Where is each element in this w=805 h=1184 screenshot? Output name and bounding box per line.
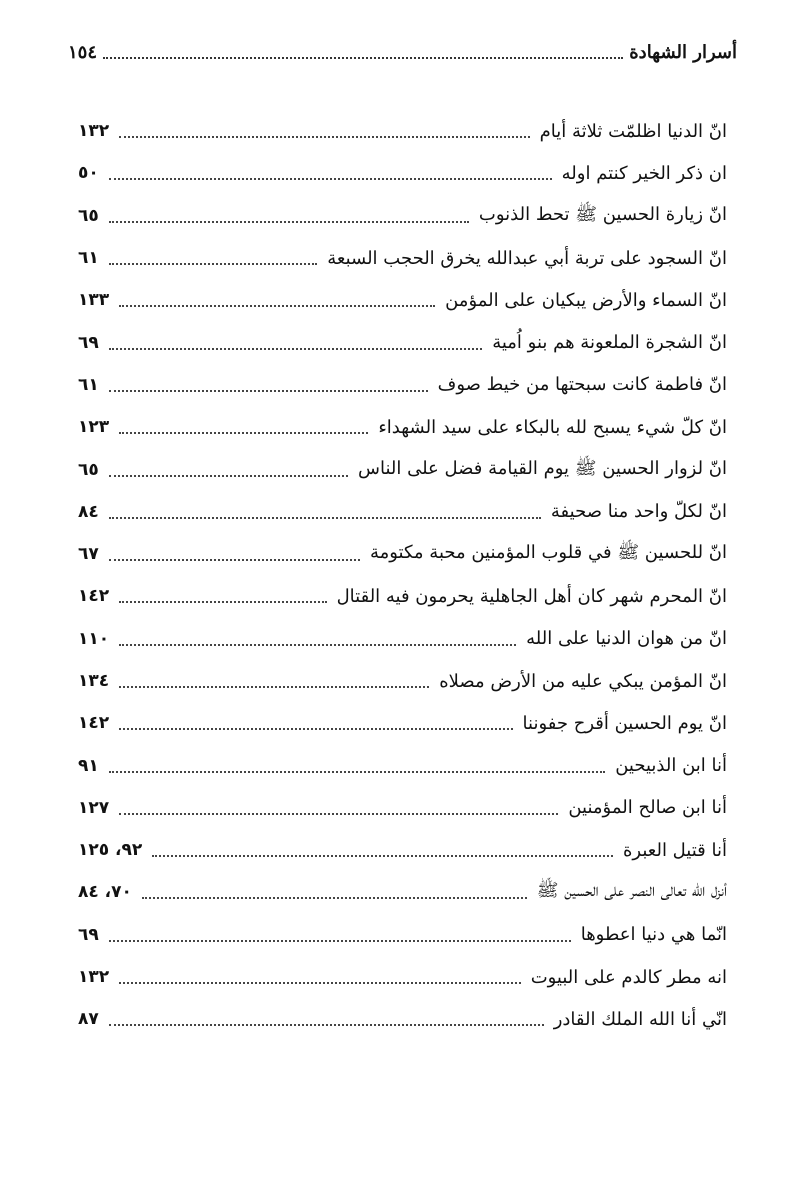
dot-leader	[119, 644, 516, 646]
index-entry-pages: ١٢٧	[78, 797, 110, 818]
index-entry-pages: ٦٥	[78, 459, 99, 480]
index-entry-pages: ١٢٣	[78, 417, 110, 438]
index-entry-title: انّ فاطمة كانت سبحتها من خيط صوف	[437, 374, 727, 396]
index-entry-title: انه مطر كالدم على البيوت	[530, 966, 727, 988]
index-entry	[78, 533, 727, 575]
dot-leader	[119, 686, 429, 688]
index-entry-title: انّ لكلّ واحد منا صحيفة	[550, 501, 727, 523]
index-entry	[78, 998, 727, 1040]
index-entry-pages: ٦٩	[78, 332, 99, 353]
index-entry-pages: ٨٧	[78, 1009, 99, 1030]
index-entry	[78, 956, 727, 998]
dot-leader	[119, 982, 521, 984]
index-entry	[78, 279, 727, 321]
index-entry-title: انّ الدنيا اظلمّت ثلاثة أيام	[539, 120, 727, 142]
index-entry-pages: ٩٢، ١٢٥	[78, 840, 143, 861]
header-dot-leader	[103, 57, 623, 59]
index-entry-title: انّ لزوار الحسين ﷺ يوم القيامة فضل على الناس	[357, 457, 727, 479]
dot-leader	[109, 517, 541, 519]
index-entry-pages: ١٣٣	[78, 290, 110, 311]
index-entry-pages: ٦١	[78, 374, 99, 395]
index-entry	[78, 406, 727, 448]
index-entry-title: انّ المؤمن يبكي عليه من الأرض مصلاه	[439, 670, 727, 692]
index-entry	[78, 237, 727, 279]
page-number: ١٥٤	[68, 41, 98, 63]
index-entry-pages: ٧٠، ٨٤	[78, 882, 132, 903]
dot-leader	[152, 855, 613, 857]
dot-leader	[119, 136, 529, 138]
index-entry	[78, 829, 727, 871]
index-entry-pages: ١٤٢	[78, 713, 110, 734]
index-entry-pages: ١٣٢	[78, 121, 110, 142]
index-entry-title: أنزل الله تعالى النصر على الحسين ﷺ	[536, 880, 727, 902]
index-entry	[78, 491, 727, 533]
dot-leader	[109, 771, 605, 773]
dot-leader	[109, 475, 348, 477]
index-entry-pages: ١٣٢	[78, 967, 110, 988]
dot-leader	[119, 813, 558, 815]
dot-leader	[119, 432, 368, 434]
dot-leader	[109, 348, 482, 350]
index-entry-pages: ١٣٤	[78, 671, 110, 691]
index-entry	[78, 744, 727, 786]
index-entry-title: انّ زيارة الحسين ﷺ تحط الذنوب	[478, 203, 727, 225]
dot-leader	[109, 390, 428, 392]
index-entry-title: انّ للحسين ﷺ في قلوب المؤمنين محبة مكتومة	[369, 542, 727, 564]
dot-leader	[119, 728, 512, 730]
index-entry-pages: ٨٤	[78, 501, 99, 522]
index-entry-pages: ٦٥	[78, 205, 99, 226]
index-entry-pages: ٦٧	[78, 544, 99, 565]
index-entry	[78, 660, 727, 702]
index-entry-title: أنا قتيل العبرة	[622, 839, 727, 861]
dot-leader	[109, 263, 317, 265]
index-entry	[78, 914, 727, 956]
index-entry	[78, 321, 727, 363]
index-entry	[78, 152, 727, 194]
index-entry	[78, 110, 727, 152]
index-entry-pages: ٩١	[78, 755, 99, 776]
book-title: أسرار الشهادة	[629, 41, 737, 63]
index-entry-title: انّ يوم الحسين أقرح جفوننا	[522, 712, 727, 734]
dot-leader	[109, 178, 552, 180]
index-entry	[78, 871, 727, 913]
dot-leader	[109, 1024, 544, 1026]
index-entry-title: انّ المحرم شهر كان أهل الجاهلية يحرمون فيه القتال	[336, 585, 727, 607]
index-entry-pages: ١١٠	[78, 628, 110, 649]
index-list	[78, 110, 727, 1041]
dot-leader	[109, 559, 360, 561]
index-entry	[78, 575, 727, 617]
page-header	[62, 36, 743, 68]
index-entry	[78, 195, 727, 237]
index-entry-title: انّ كلّ شيء يسبح لله بالبكاء على سيد الشهداء	[378, 416, 727, 438]
index-entry-title: انّ من هوان الدنيا على الله	[526, 628, 727, 650]
index-entry-pages: ٦٩	[78, 924, 99, 945]
index-entry-title: أنا ابن صالح المؤمنين	[568, 797, 727, 819]
dot-leader	[109, 221, 469, 223]
index-entry-pages: ٦١	[78, 248, 99, 269]
dot-leader	[142, 897, 527, 899]
index-entry-title: ان ذكر الخير كنتم اوله	[561, 162, 727, 184]
index-entry-title: انّ السماء والأرض يبكيان على المؤمن	[445, 289, 727, 311]
index-entry	[78, 787, 727, 829]
index-entry-title: انّما هي دنيا اعطوها	[580, 924, 727, 946]
index-entry	[78, 702, 727, 744]
dot-leader	[119, 601, 326, 603]
index-entry	[78, 618, 727, 660]
dot-leader	[119, 305, 435, 307]
index-entry-title: انّ السجود على تربة أبي عبدالله يخرق الحجب السبعة	[327, 247, 727, 269]
index-entry-title: انّ الشجرة الملعونة هم بنو اُمية	[492, 332, 727, 354]
index-entry	[78, 448, 727, 490]
index-entry-title: انّي أنا الله الملك القادر	[553, 1008, 727, 1030]
index-entry-title: أنا ابن الذبيحين	[615, 755, 727, 777]
index-entry-pages: ١٤٢	[78, 586, 110, 607]
index-entry-pages: ٥٠	[78, 163, 99, 184]
dot-leader	[109, 940, 571, 942]
index-entry	[78, 364, 727, 406]
